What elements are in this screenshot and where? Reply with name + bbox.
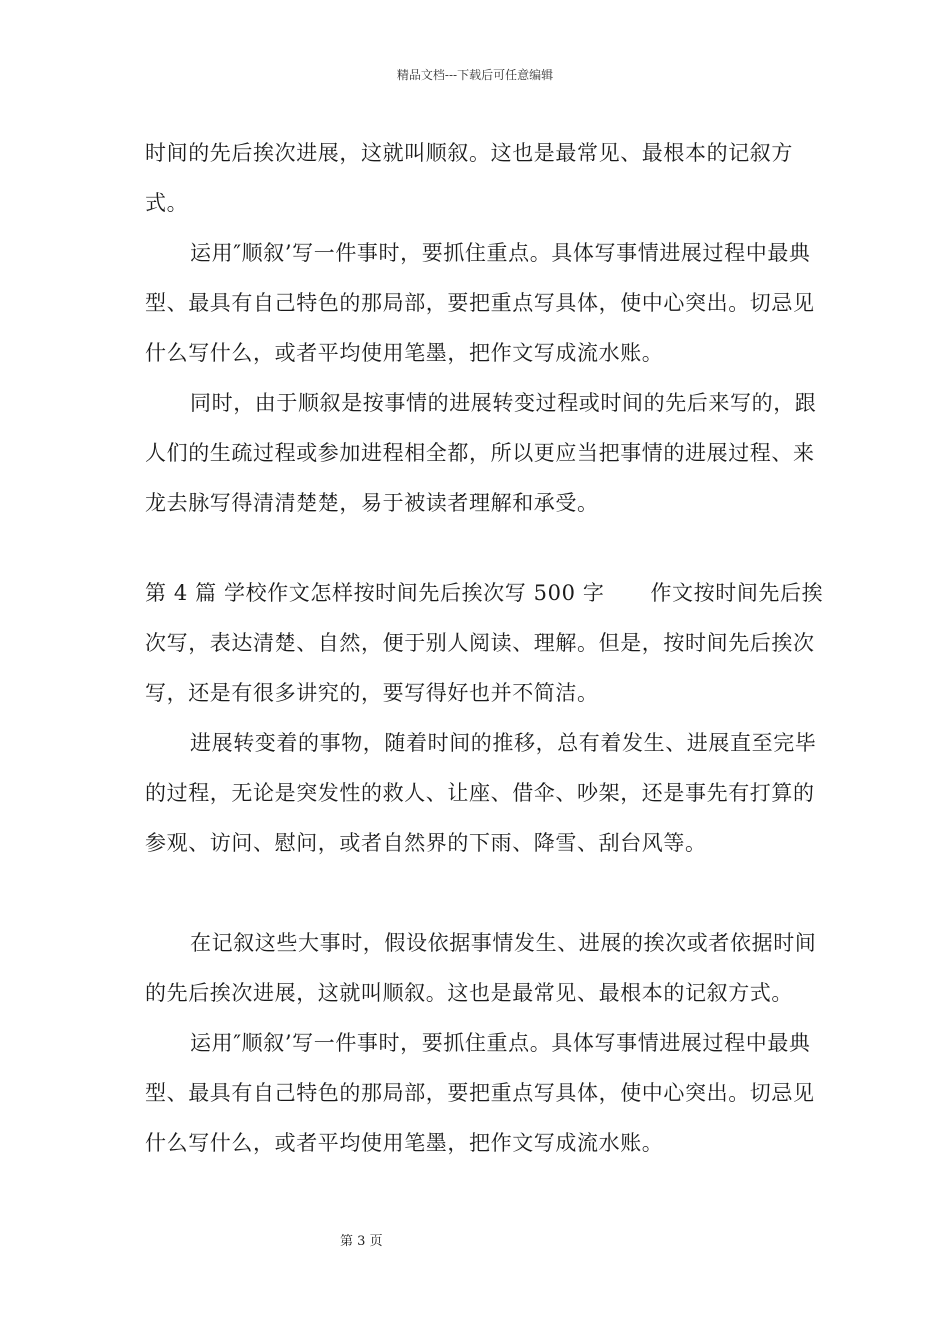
page-suffix: 页: [369, 1234, 383, 1249]
section-paragraph: [145, 568, 825, 718]
paragraph: 在记叙这些大事时，假设依据事情发生、进展的挨次或者依据时间的先后挨次进展，这就叫顺叙。这也是最常见、最根本的记叙方式。: [145, 931, 817, 1005]
paragraph: 运用″顺叙’写一件事时，要抓住重点。具体写事情进展过程中最典型、最具有自己特色的那局部，要把重点写具体，使中心突出。切忌见什么写什么，或者平均使用笔墨，把作文写成流水账。: [145, 241, 815, 365]
page-number: 3: [357, 1234, 366, 1249]
body-text: [145, 128, 825, 1168]
paragraph: 同时，由于顺叙是按事情的进展转变过程或时间的先后来写的，跟人们的生疏过程或参加进程相全都，所以更应当把事情的进展过程、来龙去脉写得清清楚楚，易于被读者理解和承受。: [145, 391, 817, 515]
paragraph: 进展转变着的事物，随着时间的推移，总有着发生、进展直至完毕的过程，无论是突发性的救人、让座、借伞、吵架，还是事先有打算的参观、访问、慰问，或者自然界的下雨、降雪、刮台风等。: [145, 731, 817, 855]
paragraph: 时间的先后挨次进展，这就叫顺叙。这也是最常见、最根本的记叙方式。: [145, 141, 793, 215]
page-prefix: 第: [340, 1234, 354, 1249]
paragraph: 运用″顺叙’写一件事时，要抓住重点。具体写事情进展过程中最典型、最具有自己特色的那局部，要把重点写具体，使中心突出。切忌见什么写什么，或者平均使用笔墨，把作文写成流水账。: [145, 1031, 815, 1155]
page-header: 精品文档---下载后可任意编辑: [396, 68, 554, 82]
section-intro: 作文按时间先后挨次写，表达清楚、自然，便于别人阅读、理解。但是，按时间先后挨次写，还是有很多讲究的，要写得好也并不简洁。: [145, 581, 824, 705]
section-title: 第 4 篇 学校作文怎样按时间先后挨次写 500 字: [145, 581, 605, 605]
page-footer: [340, 1230, 383, 1249]
paragraph-gap: [145, 868, 825, 918]
paragraph-gap: [145, 528, 825, 568]
